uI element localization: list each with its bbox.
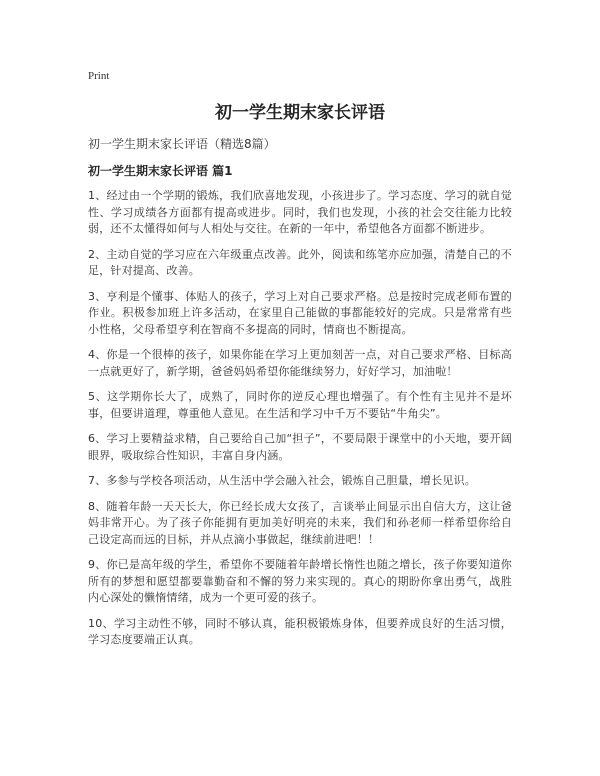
paragraph-1: 1、经过由一个学期的锻炼，我们欣喜地发现，小孩进步了。学习态度、学习的就自觉性、学习成绩各方面都有提高或进步。同时，我们也发现，小孩的社会交往能力比较弱，还不太懂得如何与人相处与交往。在新的一年中，希望他各方面都不断进步。 bbox=[88, 189, 512, 235]
paragraph-10: 10、学习主动性不够，同时不够认真，能积极锻炼身体，但要养成良好的生活习惯，学习态度要端正认真。 bbox=[88, 616, 512, 646]
paragraph-2: 2、主动自觉的学习应在六年级重点改善。此外，阅读和练笔亦应加强，清楚自己的不足，针对提高、改善。 bbox=[88, 247, 512, 277]
document-subtitle: 初一学生期末家长评语（精选8篇） bbox=[88, 137, 276, 151]
print-link[interactable]: Print bbox=[88, 70, 110, 82]
paragraph-3: 3、亨利是个懂事、体贴人的孩子，学习上对自己要求严格。总是按时完成老师布置的作业。积极参加班上许多活动，在家里自己能做的事都能较好的完成。只是常常有些小性格，父母希望亨利在智商不多提高的同时，情商也不断提高。 bbox=[88, 289, 512, 336]
document-body bbox=[88, 136, 512, 658]
section-heading: 初一学生期末家长评语 篇1 bbox=[88, 164, 233, 178]
paragraph-6: 6、学习上要精益求精，自己要给自己加“担子”，不要局限于课堂中的小天地，要开阔眼界，吸取综合性知识，丰富自身内涵。 bbox=[88, 432, 512, 462]
paragraph-5: 5、这学期你长大了，成熟了，同时你的逆反心理也增强了。有个性有主见并不是坏事，但要讲道理，尊重他人意见。在生活和学习中千万不要钻“牛角尖”。 bbox=[88, 390, 512, 420]
paragraph-8: 8、随着年龄一天天长大，你已经长成大女孩了，言谈举止间显示出自信大方，这让爸妈非常开心。为了孩子你能拥有更加美好明亮的未来，我们和孙老师一样希望你给自己设定高而远的目标，并从点滴小事做起，继续前进吧！！ bbox=[88, 499, 512, 546]
paragraph-4: 4、你是一个很棒的孩子，如果你能在学习上更加刻苦一点，对自己要求严格、目标高一点就更好了，新学期，爸爸妈妈希望你能继续努力，好好学习，加油啦！ bbox=[88, 348, 512, 378]
paragraph-7: 7、多参与学校各项活动，从生活中学会融入社会，锻炼自己胆量，增长见识。 bbox=[88, 474, 476, 487]
page-title: 初一学生期末家长评语 bbox=[215, 103, 385, 123]
paragraph-9: 9、你已是高年级的学生，希望你不要随着年龄增长惰性也随之增长，孩子你要知道你所有的梦想和愿望都要靠勤奋和不懈的努力来实现的。真心的期盼你拿出勇气，战胜内心深处的懒惰情绪，成为一个更可爱的孩子。 bbox=[88, 558, 512, 604]
